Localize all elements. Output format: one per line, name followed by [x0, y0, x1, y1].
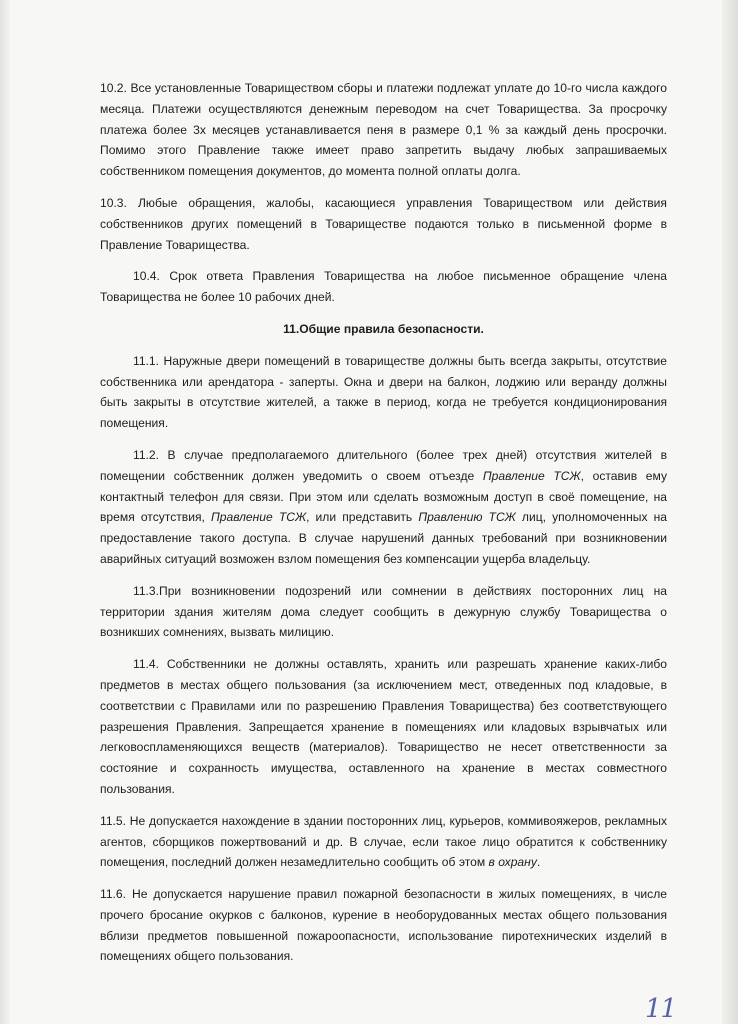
- paragraph-11-2-emphasis-2: Правление ТСЖ: [210, 510, 307, 525]
- section-heading-11: 11.Общие правила безопасности.: [283, 321, 484, 336]
- paragraph-11-2-text-e: , или представить: [306, 510, 419, 525]
- handwritten-page-number: 11: [645, 994, 677, 1024]
- paragraph-11-5: [100, 811, 667, 873]
- paragraph-11-2-text-g: лиц, уполномоченных на предоставление такого доступа. В случае нарушений данных требований при возникновении аварийных ситуаций возможен взлом помещения без компенсации ущерба владельцу.: [100, 510, 668, 566]
- paragraph-10-4: 10.4. Срок ответа Правления Товарищества на любое письменное обращение члена Товарищества не более 10 рабочих дней.: [100, 269, 667, 305]
- paragraph-11-5-emphasis: в охрану: [488, 855, 537, 870]
- document-page: [100, 78, 667, 978]
- paragraph-11-5-text-a: 11.5. Не допускается нахождение в здании посторонних лиц, курьеров, коммивояжеров, рекламных агентов, сборщиков пожертвований и др. В случае, если такое лицо обратится к собственнику помещения, последний должен незамедлительно сообщить об этом: [100, 813, 667, 870]
- paragraph-11-4: 11.4. Собственники не должны оставлять, хранить или разрешать хранение каких-либо предметов в местах общего пользования (за исключением мест, отведенных под кладовые, в соответствии с Правилами или по разрешению Правления Товарищества) без соответствующего разрешения Правления. Запрещается хранение в помещениях или кладовых взрывчатых или легковоспламеняющихся веществ (материалов). Товарищество не несет ответственности за состояние и сохранность имущества, оставленного на хранение в местах совместного пользования.: [100, 657, 667, 796]
- paragraph-11-2-emphasis-1: Правление ТСЖ: [482, 468, 581, 483]
- paragraph-11-6: 11.6. Не допускается нарушение правил пожарной безопасности в жилых помещениях, в числе прочего бросание окурков с балконов, курение в необорудованных местах общего пользования вблизи предметов повышенной пожароопасности, использование пиротехнических изделий в помещениях общего пользования.: [100, 887, 667, 964]
- paragraph-11-1: 11.1. Наружные двери помещений в товариществе должны быть всегда закрыты, отсутствие собственника или арендатора - заперты. Окна и двери на балкон, лоджию или веранду должны быть закрыты в отсутствие жителей, а также в период, когда не требуется кондиционирования помещения.: [100, 353, 667, 431]
- paragraph-11-2-emphasis-3: Правлению ТСЖ: [418, 510, 516, 525]
- paragraph-11-3: 11.3.При возникновении подозрений или сомнении в действиях посторонних лиц на территории здания жителям дома следует сообщить в дежурную службу Товарищества о возникших сомнениях, вызвать милицию.: [100, 583, 667, 640]
- paragraph-11-2-text-a: 11.2. В случае предполагаемого длительного (более трех дней) отсутствия жителей в помещении собственник должен уведомить о своем отъезде: [100, 447, 667, 483]
- page-edge-left: [0, 0, 10, 1024]
- paragraph-11-5-text-c: .: [536, 855, 541, 870]
- page-edge-right: [722, 0, 738, 1024]
- paragraph-10-3: 10.3. Любые обращения, жалобы, касающиеся управления Товариществом или действия собственников других помещений в Товариществе подаются только в письменной форме в Правление Товарищества.: [100, 195, 667, 252]
- paragraph-11-2-text-c: , оставив ему контактный телефон для связи. При этом или сделать возможным доступ в своё помещение, на время отсутствия,: [100, 468, 668, 525]
- paragraph-10-2: 10.2. Все установленные Товариществом сборы и платежи подлежат уплате до 10-го числа каждого месяца. Платежи осуществляются денежным переводом на счет Товарищества. За просрочку платежа более 3х месяцев устанавливается пеня в размере 0,1 % за каждый день просрочки. Помимо этого Правление также имеет право запретить выдачу любых запрашиваемых собственником помещения документов, до момента полной оплаты долга.: [100, 81, 667, 179]
- paragraph-11-2: [100, 445, 667, 570]
